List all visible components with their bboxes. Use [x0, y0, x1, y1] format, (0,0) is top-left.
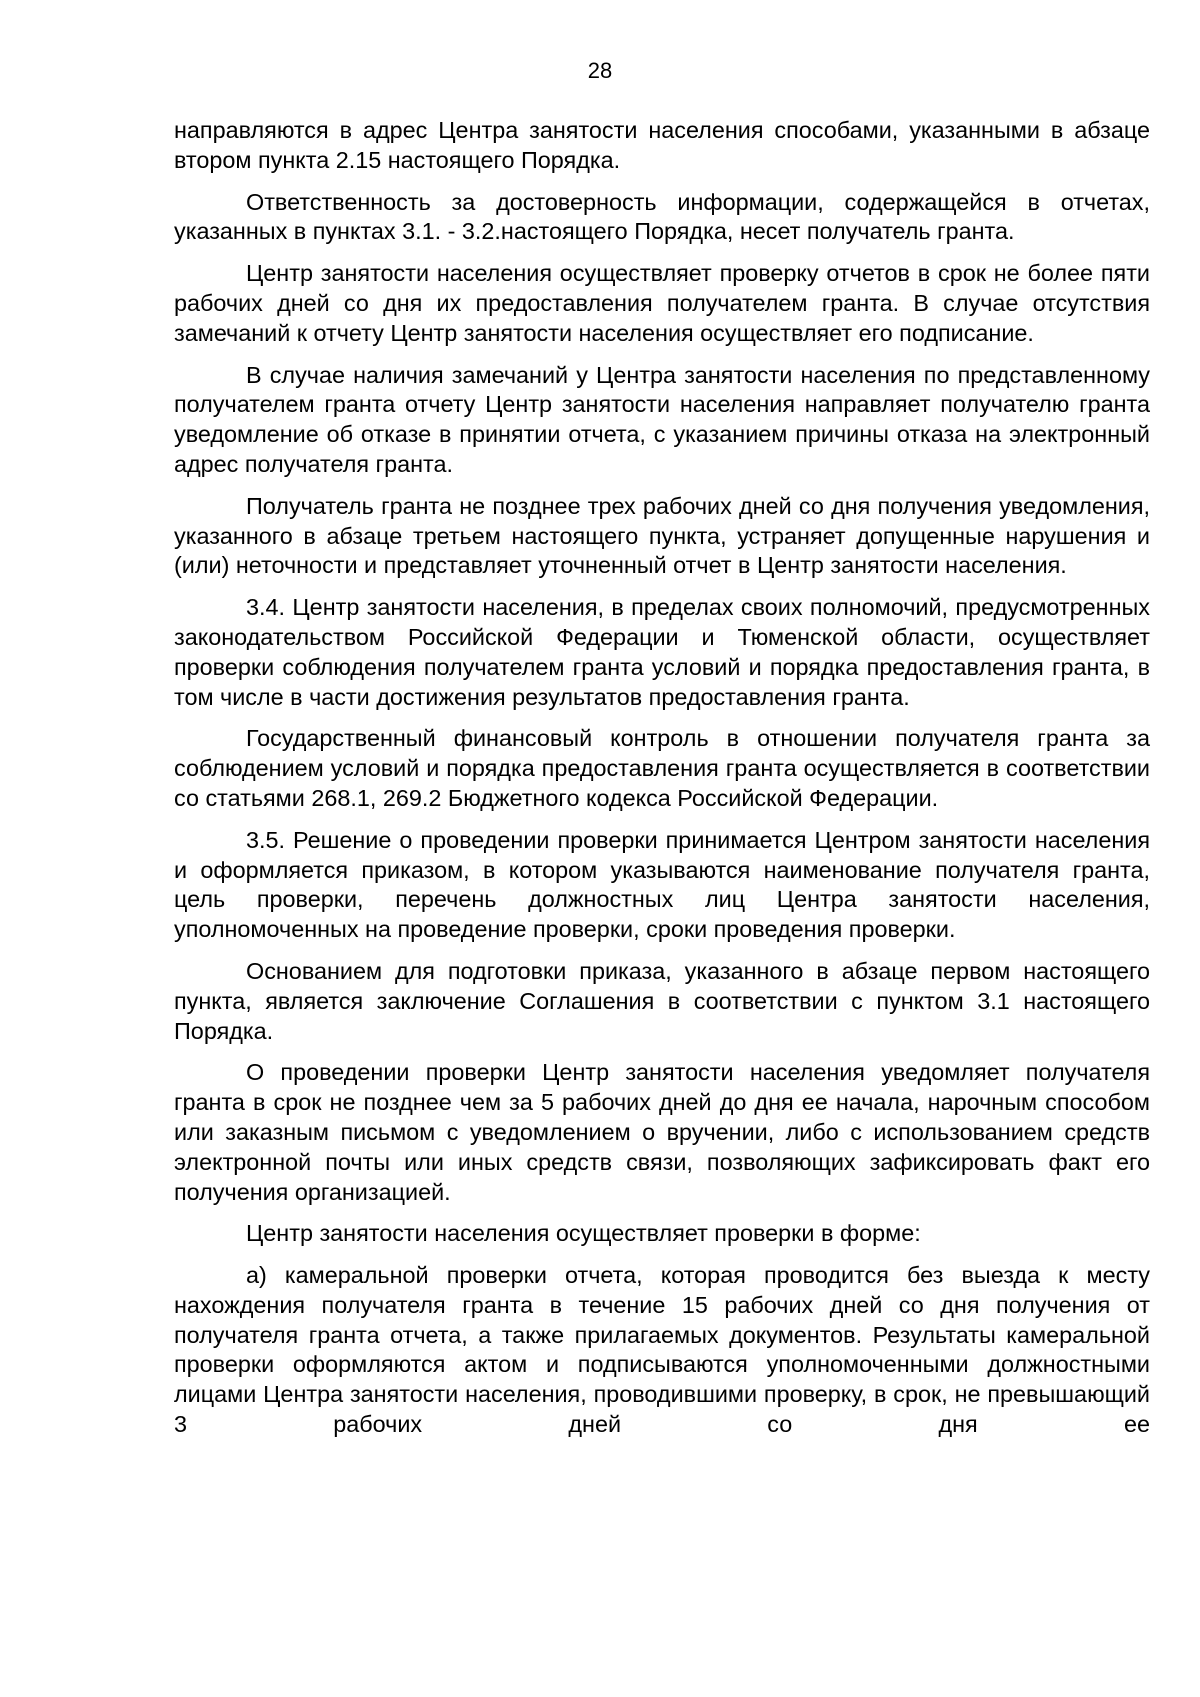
paragraph-4: В случае наличия замечаний у Центра занятости населения по представленному получателем гранта отчету Центр занятости населения направляет получателю гранта уведомление об отказе в принятии отчета, с указанием причины отказа на электронный адрес получателя гранта. — [174, 361, 1150, 477]
paragraph-1: направляются в адрес Центра занятости населения способами, указанными в абзаце втором пункта 2.15 настоящего Порядка. — [174, 117, 1150, 173]
paragraph-6: 3.4. Центр занятости населения, в пределах своих полномочий, предусмотренных законодательством Российской Федерации и Тюменской области, осуществляет проверки соблюдения получателем гранта условий и порядка предоставления гранта, в том числе в части достижения результатов предоставления гранта. — [174, 594, 1150, 710]
paragraph-7: Государственный финансовый контроль в отношении получателя гранта за соблюдением условий и порядка предоставления гранта осуществляется в соответствии со статьями 268.1, 269.2 Бюджетного кодекса Российской Федерации. — [174, 725, 1150, 811]
paragraph-12: а) камеральной проверки отчета, которая проводится без выезда к месту нахождения получателя гранта в течение 15 рабочих дней со дня получения от получателя гранта отчета, а также прилагаемых документов. Результаты камеральной проверки оформляются актом и подписываются уполномоченными должностными лицами Центра занятости населения, проводившими проверку, в срок, не превышающий 3 рабочих дней со дня ее — [174, 1262, 1150, 1438]
paragraph-11: Центр занятости населения осуществляет проверки в форме: — [246, 1220, 921, 1247]
paragraph-8: 3.5. Решение о проведении проверки принимается Центром занятости населения и оформляется приказом, в котором указываются наименование получателя гранта, цель проверки, перечень должностных лиц Центра занятости населения, уполномоченных на проведение проверки, сроки проведения проверки. — [174, 826, 1150, 943]
paragraph-3: Центр занятости населения осуществляет проверку отчетов в срок не более пяти рабочих дней со дня их предоставления получателем гранта. В случае отсутствия замечаний к отчету Центр занятости населения осуществляет его подписание. — [174, 260, 1150, 346]
page-number: 28 — [587, 58, 613, 83]
paragraph-9: Основанием для подготовки приказа, указанного в абзаце первом настоящего пункта, является заключение Соглашения в соответствии с пунктом 3.1 настоящего Порядка. — [174, 957, 1150, 1044]
document-body — [174, 116, 1150, 1452]
paragraph-2: Ответственность за достоверность информации, содержащейся в отчетах, указанных в пунктах 3.1. - 3.2.настоящего Порядка, несет получатель гранта. — [174, 188, 1150, 245]
paragraph-5: Получатель гранта не позднее трех рабочих дней со дня получения уведомления, указанного в абзаце третьем настоящего пункта, устраняет допущенные нарушения и (или) неточности и представляет уточненный отчет в Центр занятости населения. — [174, 492, 1150, 579]
paragraph-10: О проведении проверки Центр занятости населения уведомляет получателя гранта в срок не позднее чем за 5 рабочих дней до дня ее начала, нарочным способом или заказным письмом с уведомлением о вручении, либо с использованием средств электронной почты или иных средств связи, позволяющих зафиксировать факт его получения организацией. — [174, 1059, 1150, 1205]
